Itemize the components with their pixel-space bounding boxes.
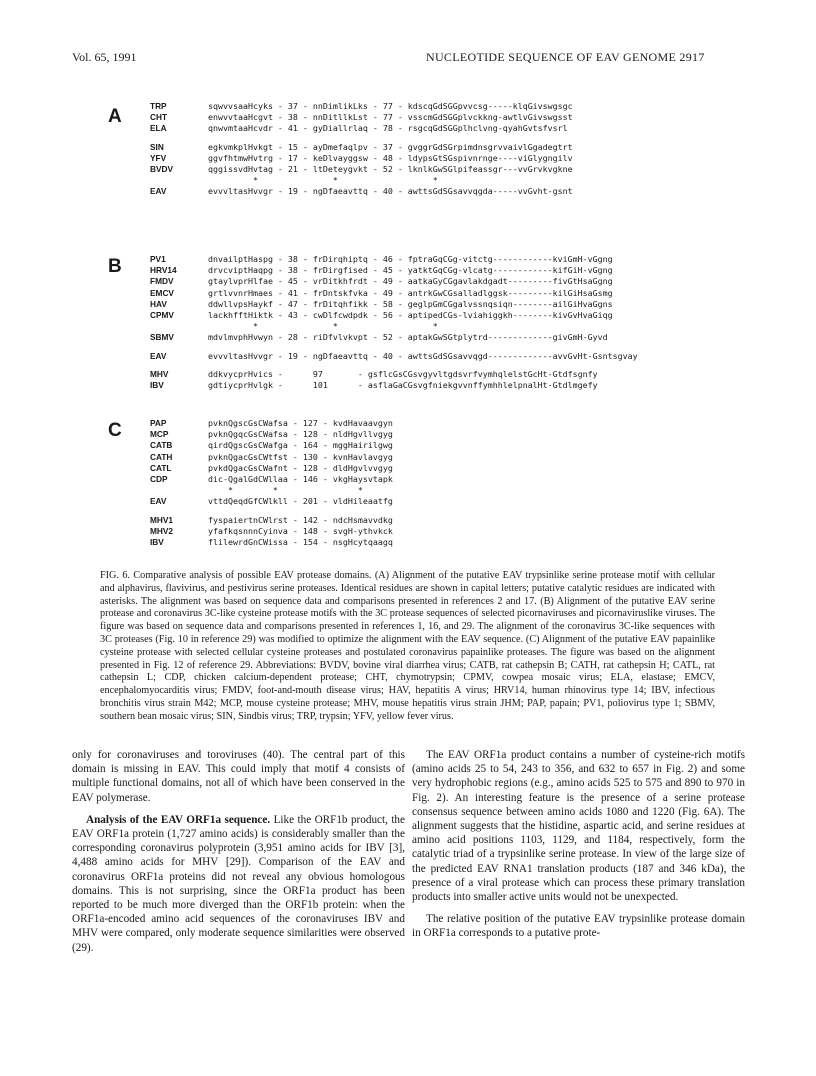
alignment-row	[150, 153, 573, 164]
panel-letter-c: C	[108, 420, 122, 441]
alignment-row	[150, 112, 573, 123]
sequence-name: EMCV	[150, 287, 174, 298]
sequence-text: * * *	[208, 485, 363, 496]
sequence-text: * * *	[208, 175, 438, 186]
sequence-text: qirdQgscGsCWafga - 164 - mggHairilgwg	[208, 440, 393, 451]
sequence-name: PV1	[150, 254, 166, 264]
alignment-row	[150, 369, 638, 380]
alignment-row	[150, 310, 638, 321]
sequence-text: pvknQgqcGsCWafsa - 128 - nldHgvllvgyg	[208, 429, 393, 440]
paragraph-text: Like the ORF1b product, the EAV ORF1a protein (1,727 amino acids) is considerably smaller than the corresponding coronavirus polyprotein (3,951 amino acids for IBV [3], 4,488 amino acids for MHV [29]). Comparison of the EAV and coronavirus ORF1a proteins did not reveal any obvious homologous domains. This is not surprising, since the ORF1a product has been reported to be much more diverged than the ORF1b protein: when the ORF1a-encoded amino acid sequences of the coronaviruses IBV and MHV were compared, only moderate sequence similarities were observed (29).	[72, 813, 405, 954]
alignment-row	[150, 440, 393, 451]
sequence-text: yfafkqsnnnCyinva - 148 - svgH-ythvkck	[208, 525, 393, 536]
running-header-title: NUCLEOTIDE SEQUENCE OF EAV GENOME 2917	[426, 50, 705, 64]
sequence-text: flilewrdGnCWissa - 154 - nsgHcytqaagq	[208, 536, 393, 547]
alignment-row	[150, 344, 638, 351]
alignment-panel-a	[150, 101, 573, 198]
alignment-panel-c	[150, 418, 393, 548]
alignment-row	[150, 142, 573, 153]
sequence-name: IBV	[150, 536, 164, 547]
sequence-text: pvknQgscGsCWafsa - 127 - kvdHavaavgyn	[208, 418, 393, 428]
panel-letter-b: B	[108, 256, 122, 277]
alignment-row	[150, 463, 393, 474]
alignment-row	[150, 175, 573, 186]
alignment-row	[150, 101, 573, 112]
sequence-text: evvvltasHvvgr - 19 - ngDfaeavttq - 40 - awttsGdSGsavvqgd-------------avvGvHt-Gsntsgvay	[208, 350, 638, 361]
sequence-text: qggissvdHvtag - 21 - ltDeteygvkt - 52 - lknlkGwSGlpifeassgr---vvGrvkvgkne	[208, 163, 573, 174]
sequence-text: grtlvvnrHmaes - 41 - frDntskfvka - 49 - antrkGwCGsalladlggsk---------kilGiHsaGsmg	[208, 287, 613, 298]
sequence-text: ggvfhtmwHvtrg - 17 - keDlvayggsw - 48 - ldypsGtSGspivnrnge----viGlygngilv	[208, 152, 573, 163]
sequence-name: SBMV	[150, 332, 174, 343]
panel-letter-a: A	[108, 106, 122, 127]
sequence-name: EAV	[150, 350, 167, 361]
sequence-name: EAV	[150, 496, 167, 507]
alignment-row	[150, 299, 638, 310]
alignment-panel-b	[150, 254, 638, 391]
alignment-row	[150, 496, 393, 507]
sequence-text: pvknQgacGsCWtfst - 130 - kvnHavlavgyg	[208, 451, 393, 462]
sequence-text: egkvmkplHvkgt - 15 - ayDmefaqlpv - 37 - gvggrGdSGrpimdnsgrvvaivlGgadegtrt	[208, 141, 573, 152]
alignment-row	[150, 537, 393, 548]
alignment-row	[150, 288, 638, 299]
sequence-name: CATL	[150, 462, 172, 473]
body-column-left	[72, 748, 405, 955]
paragraph: only for coronaviruses and toroviruses (40). The central part of this domain is missing in EAV. This could imply that motif 4 consists of multiple functional domains, not all of which have been conserved in the EAV polymerase.	[72, 749, 405, 804]
sequence-name: MHV2	[150, 525, 174, 536]
sequence-text: gtaylvprHlfae - 45 - vrDitkhfrdt - 49 - aatkaGyCGgavlakdgadt---------fivGtHsaGgng	[208, 276, 613, 287]
sequence-name: CHT	[150, 112, 168, 123]
sequence-name: CATB	[150, 440, 173, 451]
sequence-text: gdtiycprHvlgk - 101 - asflaGaCGsvgfniekgvvnffymhhlelpnalHt-Gtdlmgefy	[208, 379, 598, 390]
sequence-name: SIN	[150, 141, 164, 152]
sequence-text: dic-QgalGdCWllaa - 146 - vkgHaysvtapk	[208, 473, 393, 484]
figure-caption: FIG. 6. Comparative analysis of possible EAV protease domains. (A) Alignment of the putative EAV trypsinlike serine protease motif with cellular and alphavirus, flavivirus, and pestivirus serine proteases. Identical residues are shown in capital letters; putative catalytic residues are indicated with asterisks. The alignment was based on sequence data and comparisons presented in references 2 and 17. (B) Alignment of the putative EAV serine protease and coronavirus 3C-like cysteine protease motifs with the 3C protease sequences of selected picornaviruses and picornaviruslike viruses. The figure was based on sequence data and comparisons presented in references 1, 16, and 29. The alignment of the coronavirus 3C-like sequences with 3C proteases (Fig. 10 in reference 29) was modified to optimize the alignment with the EAV sequence. (C) Alignment of the putative EAV papainlike cysteine protease with selected cellular cysteine proteases and postulated coronavirus papainlike proteases. The figure was based on the alignment presented in Fig. 12 of reference 29. Abbreviations: BVDV, bovine viral diarrhea virus; CATB, rat cathepsin B; CATH, rat cathepsin H; CATL, rat cathepsin L; CDP, chicken calcium-dependent protease; CHT, chymotrypsin; CPMV, cowpea mosaic virus; ELA, elastase; EMCV, encephalomyocarditis virus; FMDV, foot-and-mouth disease virus; HAV, hepatitis A virus; HRV14, human rhinovirus type 14; IBV, infectious bronchitis virus strain M42; MCP, mouse cysteine protease; MHV, mouse hepatitis virus strain JHM; PAP, papain; PV1, poliovirus type 1; SBMV, southern bean mosaic virus; SIN, Sindbis virus; TRP, trypsin; YFV, yellow fever virus.	[100, 570, 715, 722]
sequence-name: PAP	[150, 418, 167, 428]
sequence-name: HRV14	[150, 265, 177, 276]
alignment-row	[150, 186, 573, 197]
alignment-row	[150, 418, 393, 429]
sequence-name: MHV1	[150, 514, 174, 525]
sequence-name: YFV	[150, 152, 167, 163]
sequence-text: ddkvycprHvics - 97 - gsflcGsCGsvgyvltgdsvrfvymhqlelstGcHt-Gtdfsgnfy	[208, 368, 598, 379]
sequence-text: fyspaiertnCWlrst - 142 - ndcHsmavvdkg	[208, 514, 393, 525]
alignment-row	[150, 485, 393, 496]
sequence-name: BVDV	[150, 163, 174, 174]
sequence-name: IBV	[150, 379, 164, 390]
sequence-name: CATH	[150, 451, 173, 462]
sequence-text: dnvailptHaspg - 38 - frDirqhiptq - 46 - fptraGqCGg-vitctg------------kviGmH-vGgng	[208, 254, 613, 264]
sequence-text: enwvvtaaHcgvt - 38 - nnDitllkLst - 77 - vsscmGdSGGplvckkng-awtlvGivswgsst	[208, 112, 573, 123]
alignment-row	[150, 135, 573, 142]
sequence-name: FMDV	[150, 276, 174, 287]
sequence-name: EAV	[150, 186, 167, 197]
running-header-volume: Vol. 65, 1991	[72, 50, 137, 64]
alignment-row	[150, 321, 638, 332]
alignment-row	[150, 526, 393, 537]
alignment-row	[150, 276, 638, 287]
sequence-text: mdvlmvphHvwyn - 28 - riDfvlvkvpt - 52 - aptakGwSGtplytrd-------------givGmH-Gyvd	[208, 332, 608, 343]
alignment-row	[150, 380, 638, 391]
sequence-text: pvkdQgacGsCWafnt - 128 - dldHgvlvvgyg	[208, 462, 393, 473]
alignment-row	[150, 351, 638, 362]
section-title: Analysis of the EAV ORF1a sequence.	[86, 813, 271, 826]
sequence-text: vttdQeqdGfCWlkll - 201 - vldHileaatfg	[208, 496, 393, 507]
sequence-text: sqwvvsaaHcyks - 37 - nnDimlikLks - 77 - kdscqGdSGGpvvcsg-----klqGivswgsgc	[208, 101, 573, 111]
body-column-right	[412, 748, 745, 941]
sequence-name: CPMV	[150, 309, 174, 320]
alignment-row	[150, 508, 393, 515]
paragraph	[72, 813, 405, 955]
alignment-row	[150, 515, 393, 526]
alignment-row	[150, 429, 393, 440]
sequence-text: drvcviptHaqpg - 38 - frDirgfised - 45 - yatktGqCGg-vlcatg------------kifGiH-vGgng	[208, 265, 613, 276]
sequence-text: lackhfftHiktk - 43 - cwDlfcwdpdk - 56 - aptipedCGs-lviahiggkh--------kivGvHvaGiqg	[208, 309, 613, 320]
sequence-name: HAV	[150, 298, 167, 309]
sequence-name: TRP	[150, 101, 167, 111]
sequence-name: ELA	[150, 123, 167, 134]
sequence-text: qnwvmtaaHcvdr - 41 - gyDiallrlaq - 78 - rsgcqGdSGGplhclvng-qyahGvtsfvsrl	[208, 123, 568, 134]
alignment-row	[150, 332, 638, 343]
sequence-name: MHV	[150, 368, 169, 379]
alignment-row	[150, 452, 393, 463]
alignment-row	[150, 254, 638, 265]
alignment-row	[150, 265, 638, 276]
paragraph: The EAV ORF1a product contains a number of cysteine-rich motifs (amino acids 25 to 54, 243 to 356, and 632 to 657 in Fig. 2) and some very hydrophobic regions (e.g., amino acids 525 to 575 and 890 to 970 in Fig. 2). An interesting feature is the presence of a serine protease consensus sequence between amino acids 1080 and 1220 (Fig. 6A). The alignment suggests that the histidine, aspartic acid, and serine residues at amino acid positions 1103, 1129, and 1184, respectively, form the catalytic triad of a trypsinlike serine protease. In view of the large size of the predicted EAV RNA1 translation products (187 and 346 kDa), the presence of a viral protease which can process these primary translation products into smaller active units would not be unexpected.	[412, 749, 745, 904]
sequence-text: * * *	[208, 321, 438, 332]
alignment-row	[150, 362, 638, 369]
alignment-row	[150, 123, 573, 134]
sequence-text: ddwllvpsHaykf - 47 - frDitqhfikk - 58 - geglpGmCGgalvssnqsiqn--------ailGiHvaGgns	[208, 298, 613, 309]
alignment-row	[150, 164, 573, 175]
sequence-name: MCP	[150, 429, 169, 440]
sequence-name: CDP	[150, 473, 168, 484]
sequence-text: evvvltasHvvgr - 19 - ngDfaeavttq - 40 - awttsGdSGsavvqgda-----vvGvht-gsnt	[208, 186, 573, 197]
alignment-row	[150, 474, 393, 485]
paragraph: The relative position of the putative EAV trypsinlike protease domain in ORF1a corresponds to a putative prote-	[412, 913, 745, 940]
